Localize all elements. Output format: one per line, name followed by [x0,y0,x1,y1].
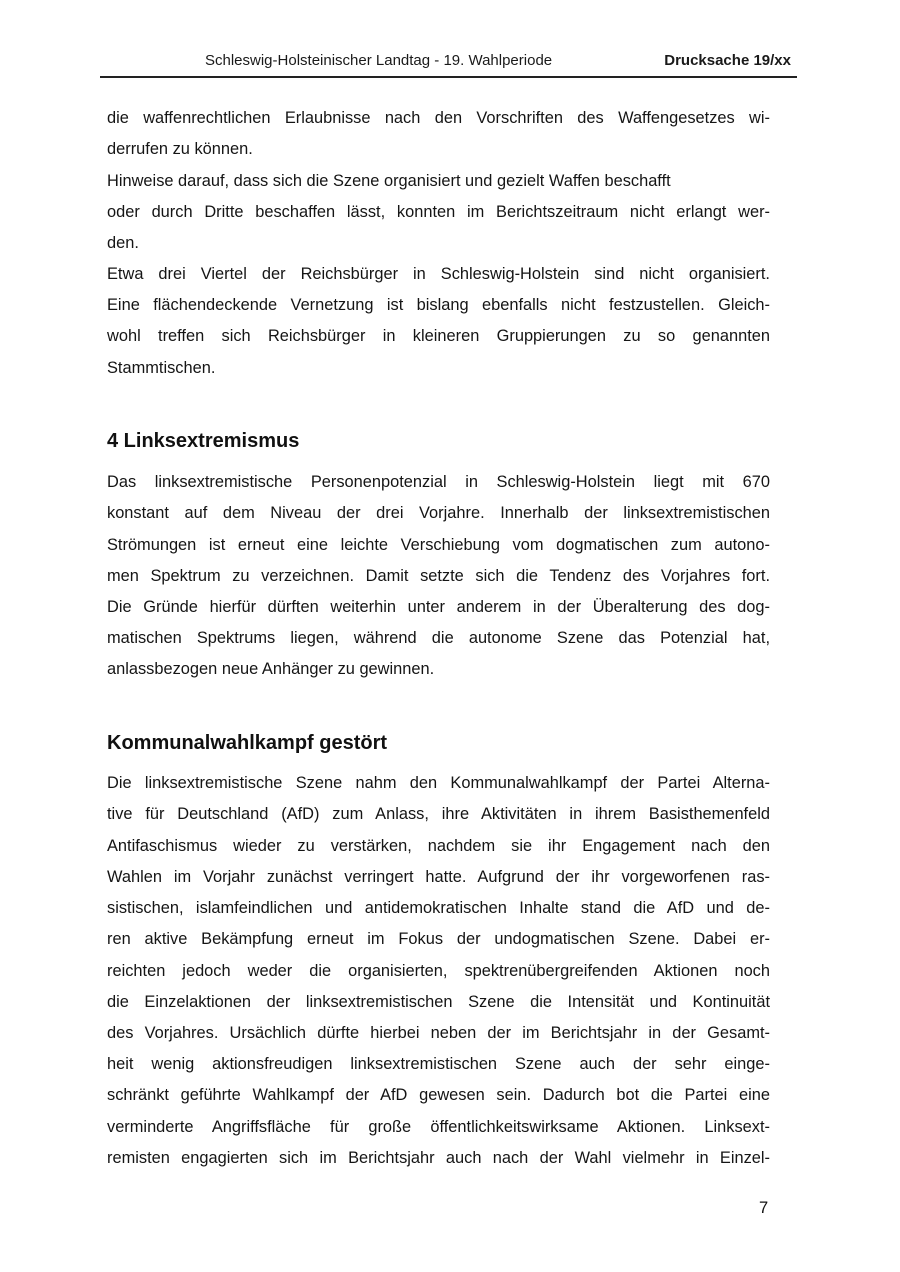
text-line: des Vorjahres. Ursächlich dürfte hierbei neben der im Berichtsjahr in der Gesamt- [107,1024,770,1042]
text-line: Die linksextremistische Szene nahm den Kommunalwahlkampf der Partei Alterna- [107,774,770,792]
subsection-heading: Kommunalwahlkampf gestört [107,732,388,754]
text-line: Stammtischen. [107,359,216,377]
text-line: sistischen, islamfeindlichen und antidemokratischen Inhalte stand die AfD und de- [107,899,770,917]
text-line: Antifaschismus wieder zu verstärken, nachdem sie ihr Engagement nach den [107,837,770,855]
text-line: Die Gründe hierfür dürften weiterhin unter anderem in der Überalterung des dog- [107,598,770,616]
text-line: die waffenrechtlichen Erlaubnisse nach den Vorschriften des Waffengesetzes wi- [107,109,770,127]
text-line: den. [107,234,139,252]
text-line: verminderte Angriffsfläche für große öffentlichkeitswirksame Aktionen. Linksext- [107,1118,770,1136]
text-line: remisten engagierten sich im Berichtsjahr auch nach der Wahl vielmehr in Einzel- [107,1149,770,1167]
text-line: oder durch Dritte beschaffen lässt, konnten im Berichtszeitraum nicht erlangt wer- [107,203,770,221]
text-line: anlassbezogen neue Anhänger zu gewinnen. [107,660,435,678]
text-line: Das linksextremistische Personenpotenzial in Schleswig-Holstein liegt mit 670 [107,473,770,491]
text-line: die Einzelaktionen der linksextremistischen Szene die Intensität und Kontinuität [107,993,770,1011]
text-line: matischen Spektrums liegen, während die autonome Szene das Potenzial hat, [107,629,770,647]
text-line: Strömungen ist erneut eine leichte Verschiebung vom dogmatischen zum autono- [107,536,770,554]
text-line: tive für Deutschland (AfD) zum Anlass, ihre Aktivitäten in ihrem Basisthemenfeld [107,805,770,823]
page-number: 7 [759,1199,769,1217]
text-line: Etwa drei Viertel der Reichsbürger in Schleswig-Holstein sind nicht organisiert. [107,265,770,283]
text-line: wohl treffen sich Reichsbürger in kleineren Gruppierungen zu so genannten [107,327,770,345]
page-header [100,50,797,78]
text-line: ren aktive Bekämpfung erneut im Fokus der undogmatischen Szene. Dabei er- [107,930,770,948]
text-line: men Spektrum zu verzeichnen. Damit setzte sich die Tendenz des Vorjahres fort. [107,567,770,585]
text-line: derrufen zu können. [107,140,253,158]
text-line: reichten jedoch weder die organisierten, spektrenübergreifenden Aktionen noch [107,962,770,980]
text-line: heit wenig aktionsfreudigen linksextremistischen Szene auch der sehr einge- [107,1055,770,1073]
header-title: Schleswig-Holsteinischer Landtag - 19. Wahlperiode [205,52,553,69]
document-number: Drucksache 19/xx [664,52,791,69]
text-line: konstant auf dem Niveau der drei Vorjahre. Innerhalb der linksextremistischen [107,504,770,522]
section-heading: 4 Linksextremismus [107,430,300,452]
text-line: Wahlen im Vorjahr zunächst verringert hatte. Aufgrund der ihr vorgeworfenen ras- [107,868,770,886]
text-line: Eine flächendeckende Vernetzung ist bislang ebenfalls nicht festzustellen. Gleich- [107,296,770,314]
text-line: schränkt geführte Wahlkampf der AfD gewesen sein. Dadurch bot die Partei eine [107,1086,770,1104]
text-line: Hinweise darauf, dass sich die Szene organisiert und gezielt Waffen beschafft [107,172,671,190]
